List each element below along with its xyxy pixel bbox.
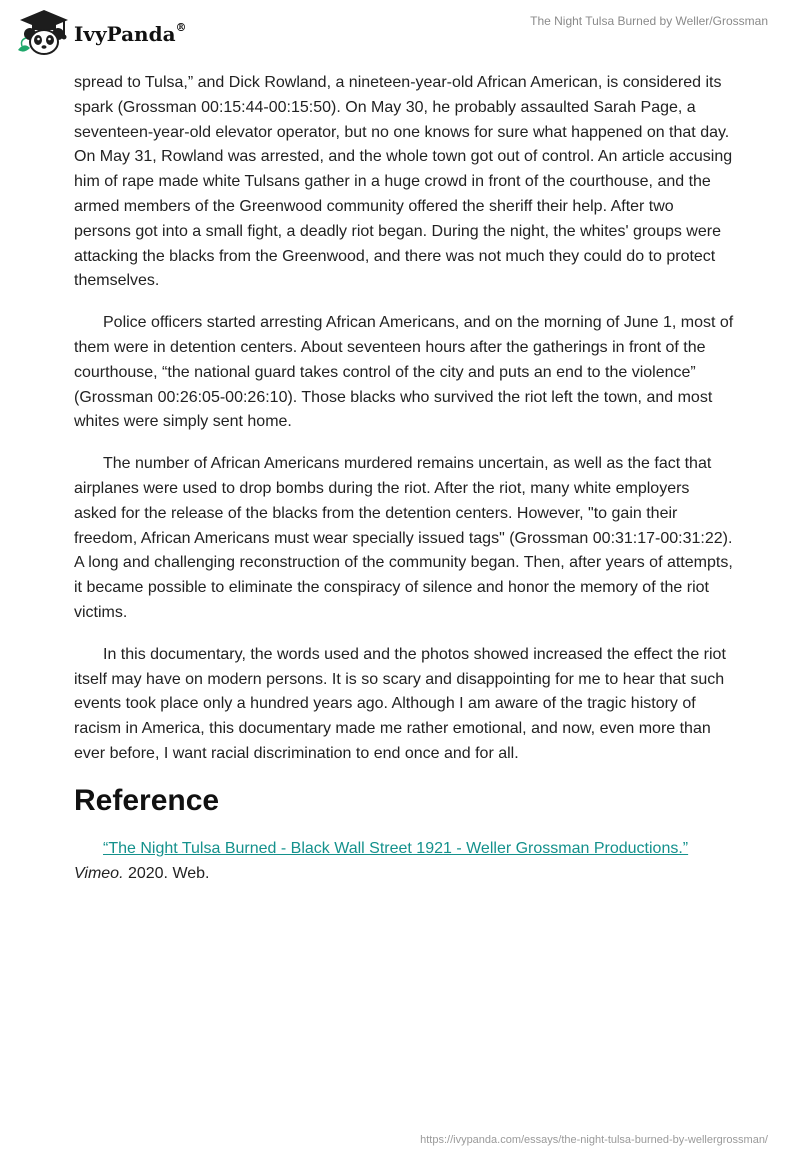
- essay-body: [74, 71, 734, 886]
- panda-graduate-icon: [14, 6, 70, 58]
- paragraph: Police officers started arresting African Americans, and on the morning of June 1, most of them were in detention centers. About seventeen hours after the gatherings in front of the courthouse, “the national guard takes control of the city and puts an end to the violence” (Grossman 00:26:05-00:26:10). Those blacks who survived the riot left the town, and most whites were simply sent home.: [74, 314, 734, 431]
- paragraph: spread to Tulsa,” and Dick Rowland, a nineteen-year-old African American, is considered its spark (Grossman 00:15:44-00:15:50). On May 30, he probably assaulted Sarah Page, a seventeen-year-old elevator operator, but no one knows for sure what happened on that day. On May 31, Rowland was arrested, and the whole town got out of control. An article accusing him of rape made white Tulsans gather in a huge crowd in front of the courthouse, and the armed members of the Greenwood community offered the sheriff their help. After two persons got into a small fight, a deadly riot began. During the night, the whites' groups were attacking the blacks from the Greenwood, and there was not much they could do to protect themselves.: [74, 74, 733, 290]
- paragraph: In this documentary, the words used and the photos showed increased the effect the riot itself may have on modern persons. It is so scary and disappointing for me to hear that such events took place only a hundred years ago. Although I am aware of the tragic history of racism in America, this documentary made me rather emotional, and now, even more than ever before, I want racial discrimination to end once and for all.: [74, 645, 726, 762]
- ivypanda-logo[interactable]: [14, 6, 187, 58]
- paragraph: The number of African Americans murdered remains uncertain, as well as the fact that airplanes were used to drop bombs during the riot. After the riot, many white employers asked for the release of the blacks from the detention centers. However, "to gain their freedom, African Americans must wear specially issued tags" (Grossman 00:31:17-00:31:22). A long and challenging reconstruction of the community began. Then, after years of attempts, it became possible to eliminate the conspiracy of silence and honor the memory of the riot victims.: [74, 455, 733, 621]
- footer-url[interactable]: https://ivypanda.com/essays/the-night-tulsa-burned-by-wellergrossman/: [420, 1134, 768, 1146]
- reference-entry: [74, 837, 734, 887]
- reference-source-line: [74, 862, 734, 887]
- page-header: [0, 0, 800, 70]
- reference-year: 2020. Web.: [123, 864, 210, 882]
- reference-heading: Reference: [74, 783, 220, 817]
- reference-link[interactable]: “The Night Tulsa Burned - Black Wall Street 1921 - Weller Grossman Productions.”: [103, 839, 689, 857]
- document-title: The Night Tulsa Burned by Weller/Grossman: [530, 14, 768, 28]
- reference-source: Vimeo.: [74, 864, 124, 882]
- brand-name: IvyPanda®: [74, 21, 187, 46]
